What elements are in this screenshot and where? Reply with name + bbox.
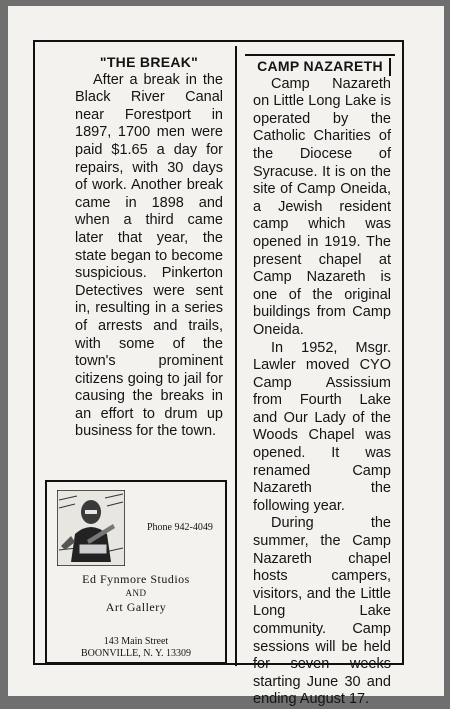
ad-gallery-name: Art Gallery [105,600,167,614]
studio-advertisement [45,480,227,664]
ad-city: BOONVILLE, N. Y. 13309 [81,648,191,659]
right-article-paragraph-2: In 1952, Msgr. Lawler moved CYO Camp Assissium from Fourth Lake and Our Lady of the Woods Chapel was opened. It was renamed Camp Nazareth the following year. [253,339,391,514]
right-article [253,54,391,709]
ad-studio-name: Ed Fynmore Studios [82,572,190,586]
artist-woodcut-icon [57,490,125,566]
left-article-body: After a break in the Black River Canal near Forestport in 1897, 1700 men were paid $1.65 a day for repairs, with 30 days of work. Another break came in 1898 and when a third came later that year, the state began to become suspicious. Pinkerton Detectives were sent in, resulting in a series of arrests and trails, with some of the town's prominent citizens going to jail for causing the breaks in an effort to drum up business for the town. [75,71,223,440]
right-article-title: CAMP NAZARETH [253,58,391,76]
left-article [75,54,223,441]
ad-street: 143 Main Street [103,636,169,647]
ad-phone: Phone 942-4049 [147,522,213,533]
right-article-paragraph-1: Camp Nazareth on Little Long Lake is operated by the Catholic Charities of the Diocese of Syracuse. It is on the site of Camp Oneida, a Jewish resident camp which was opened in 1919. The present chapel at Camp Nazareth is one of the original buildings from Camp Oneida. [253,75,391,338]
ad-and: AND [125,588,147,598]
left-article-title: "THE BREAK" [99,54,199,70]
right-article-paragraph-3: During the summer, the Camp Nazareth chapel hosts campers, visitors, and the Little Long Lake community. Camp sessions will be held for seven weeks starting June 30 and ending August 17. [253,515,391,708]
column-divider [235,46,237,666]
title-rule [245,54,395,56]
